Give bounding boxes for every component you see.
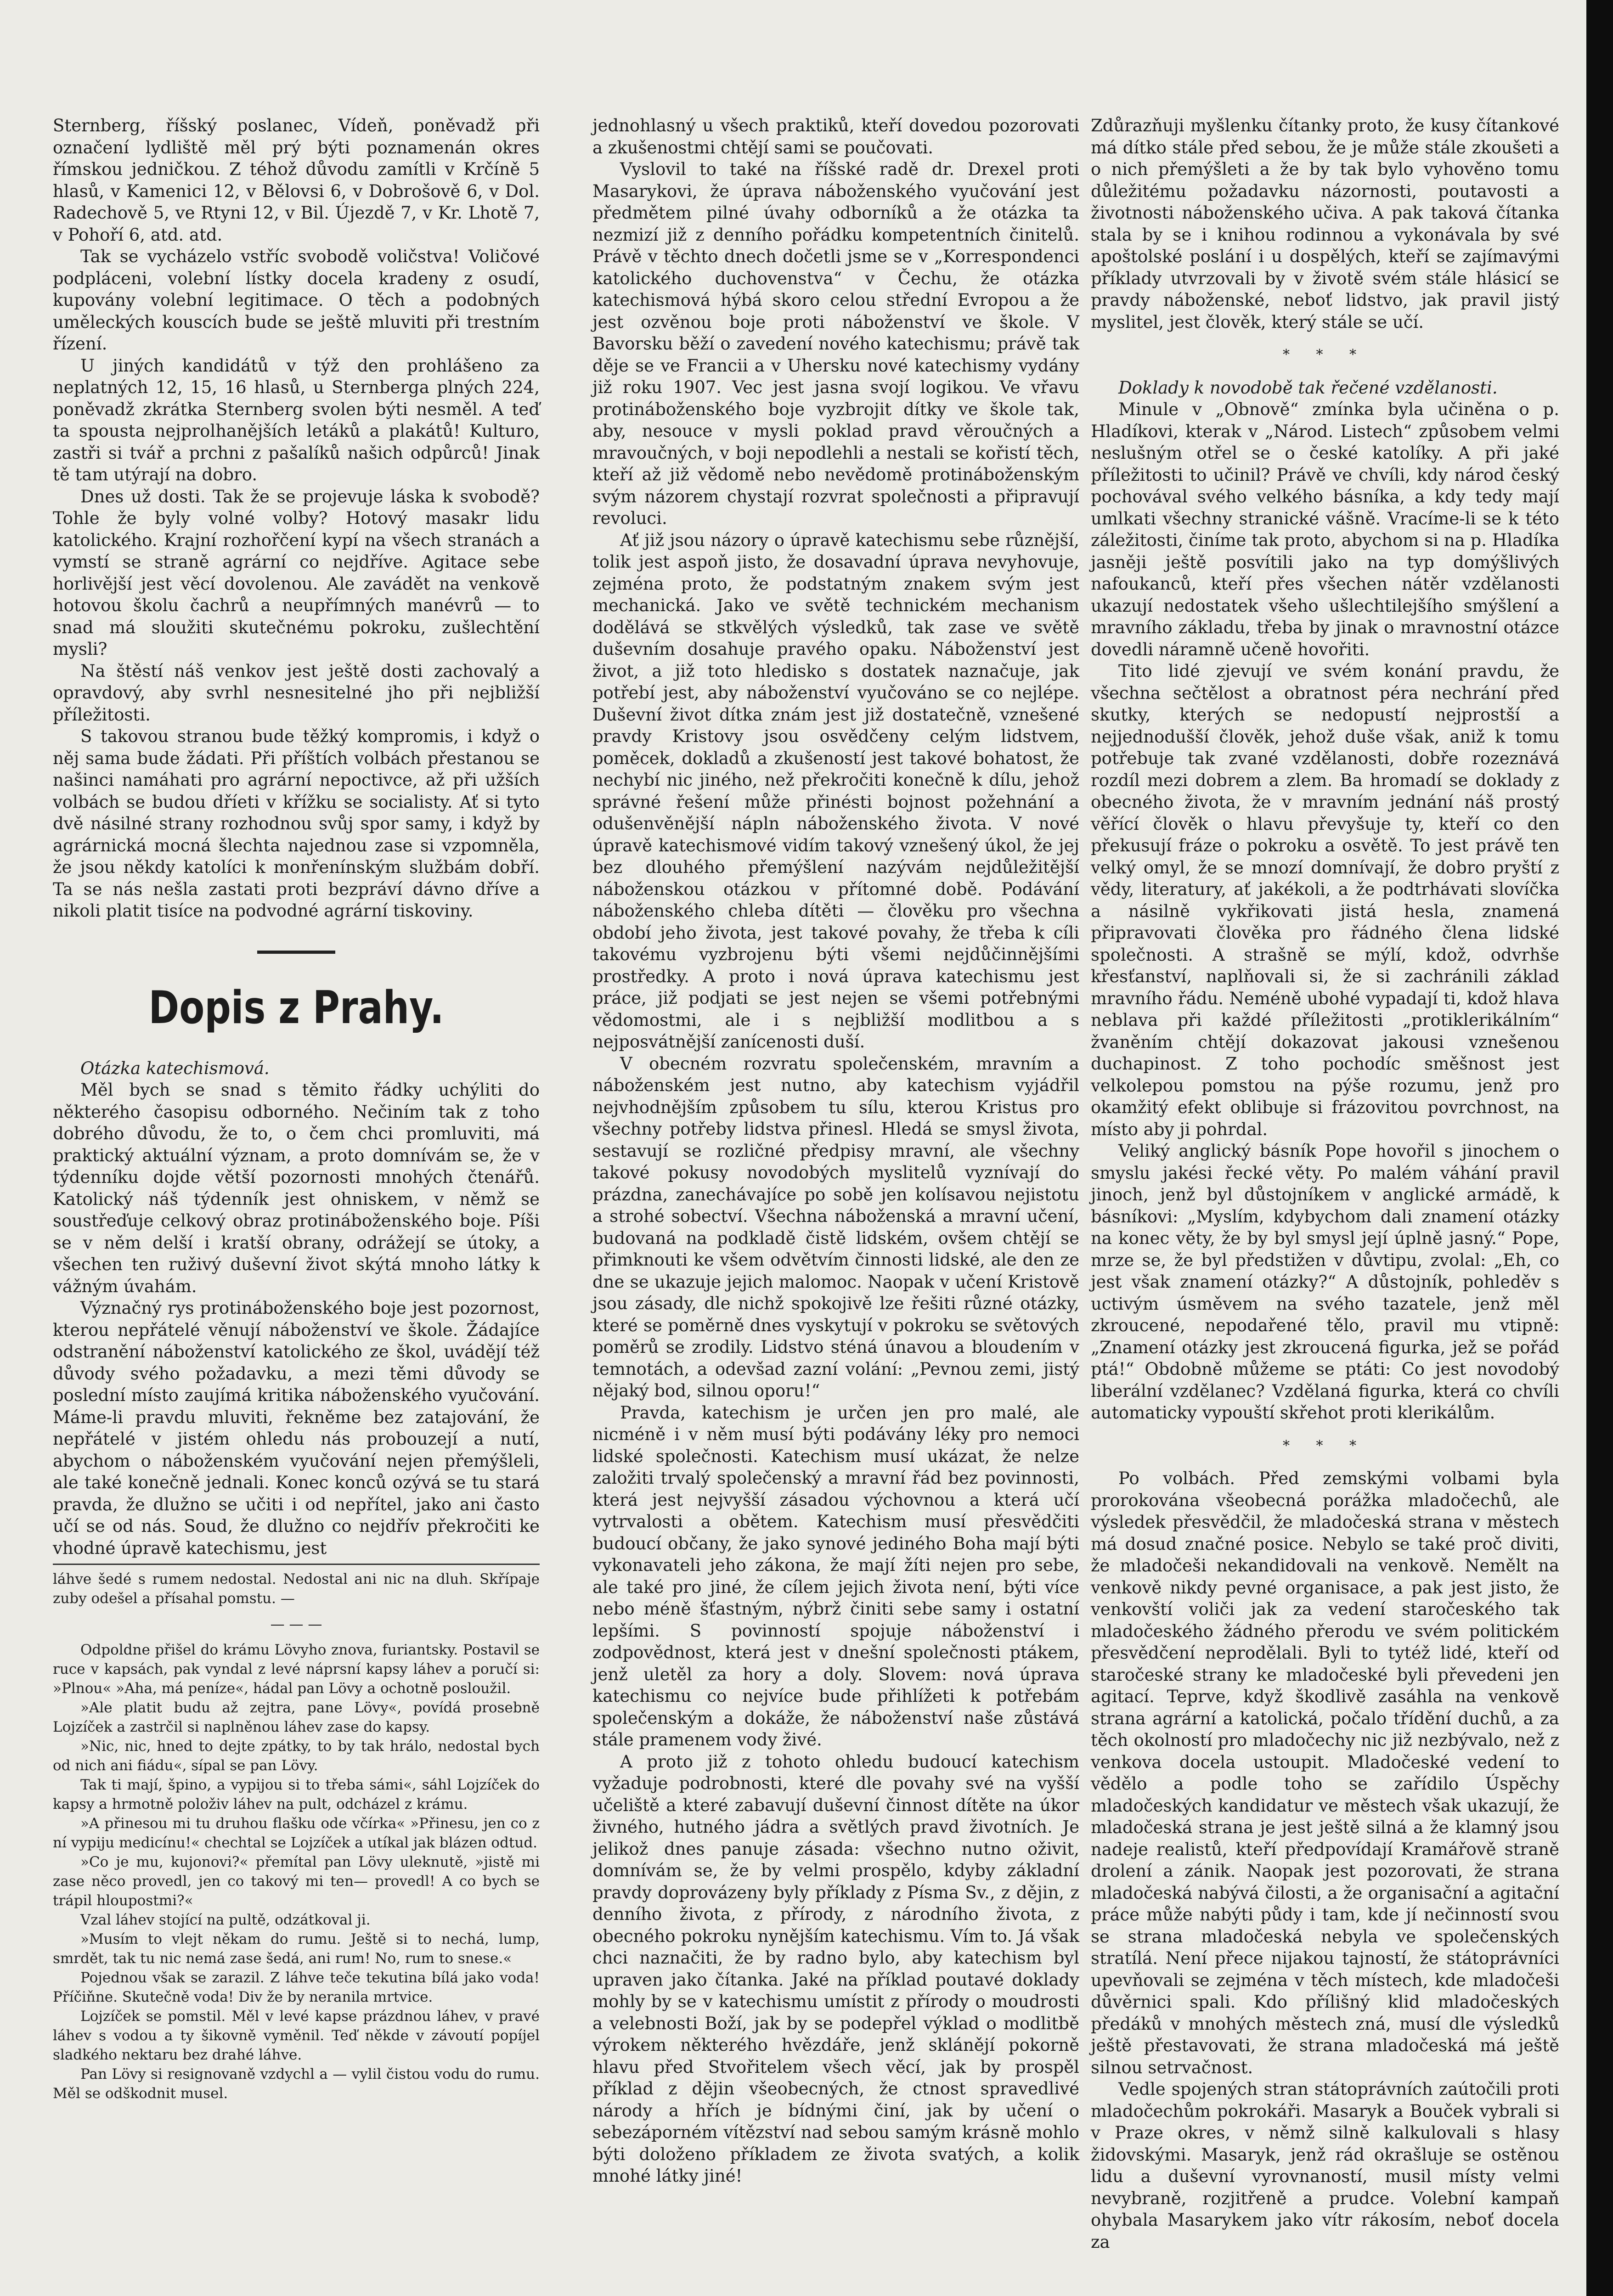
article-paragraph: Sternberg, říšský poslanec, Vídeň, poněvadž při označení lydliště měl prý býti poznamenán okres římskou jedničkou. Z téhož důvodu zamítli v Krčíně 5 hlasů, v Kamenici 12, v Bělovsi 6, v Dobrošově 6, v Dol. Radechově 5, ve Rtyni 12, v Bil. Újezdě 7, v Kr. Lhotě 7, v Pohoří 6, atd. atd. xyxy=(53,116,540,245)
article-paragraph: Minule v „Obnově“ zmínka byla učiněna o p. Hladíkovi, kterak v „Národ. Listech“ způsobem velmi neslušným otřel se o české katolíky. A při jaké příležitosti to učinil? Právě ve chvíli, kdy národ český pochovával svého velkého básníka, a kdy tedy mají umlkati všechny stranické vášně. Vracíme-li se k této záležitosti, činíme tak proto, abychom si na p. Hladíka jasněji ještě posvítili jako na typ domýšlivých nafoukanců, kteří přes všechen nátěr vzdělanosti ukazují nedostatek všeho ušlechtilejšího smýšlení a mravního základu, třeba by jinak o mravnostní otázce dovedli náramně učeně hovořiti. xyxy=(1091,400,1559,659)
scan-edge-bar xyxy=(1586,0,1613,2296)
article-paragraph: Význačný rys protináboženského boje jest pozornost, kterou nepřátelé věnují náboženství ve škole. Žádajíce odstranění náboženství katolického ze škol, uvádějí též důvody svého požadavku, a mezi těmi důvody se poslední místo zaujímá kritika náboženského vyučování. Máme-li pravdu mluviti, řekněme bez zatajování, že nepřátelé v jistém ohledu nás probouzejí a nutí, abychom o náboženském vyučování nejen přemýšleli, ale také konečně jednali. Konec konců ozývá se tu stará pravda, že dlužno se učiti i od nepřítel, jako ani často učí se od nás. Soud, že dlužno co nejdřív překročiti ke vhodné úpravě katechismu, jest xyxy=(53,1298,540,1558)
article-paragraph: Veliký anglický básník Pope hovořil s jinochem o smyslu jakési řecké věty. Po malém váhání pravil jinoch, jenž byl důstojníkem v anglické armádě, k básníkovi: „Myslím, kdybychom dali znamení otázky na konec věty, že by byl smysl její úplně jasný.“ Pope, mrze se, že byl předstižen v důvtipu, zvolal: „Eh, co jest však znamení otázky?“ A důstojník, pohleděv s uctivým úsměvem na svého tazatele, jenž měl zkroucené, nepodařené tělo, pravil mu vtipně: „Znamení otázky jest zkroucená figurka, jež se pořád ptá!“ Obdobně můžeme se ptáti: Co jest novodobý liberální vzdělanec? Vzdělaná figurka, která co chvíli automaticky vypouští skřehot proti klerikálům. xyxy=(1091,1141,1559,1423)
article-paragraph: S takovou stranou bude těžký kompromis, i když o něj sama bude žádati. Při příštích volbách přestanou se našinci namáhati pro agrární nepoctivce, až při užších volbách se budou dříeti v křížku se socialisty. Ať si tyto dvě násilné strany rozhodnou svůj spor samy, i když by agrárnická mocná šlechta najednou zase si vzpomněla, že jsou někdy katolíci k monřenínským službám dobří. Ta se nás nešla zastati proti bezpráví dávno dříve a nikoli platit tisíce na podvodné agrární tiskoviny. xyxy=(53,726,540,921)
section-stars: * * * xyxy=(1282,1437,1368,1454)
feuilleton-paragraph: »Nic, nic, hned to dejte zpátky, to by tak hrálo, nedostal bych od nich ani fiádu«, sípal se pan Lövy. xyxy=(53,1738,540,1774)
article-paragraph: jednohlasný u všech praktiků, kteří dovedou pozorovati a zkušenostmi chtějí sami se poučovati. xyxy=(592,116,1079,158)
article-paragraph: Měl bych se snad s těmito řádky uchýliti do některého časopisu odborného. Nečiním tak z toho dobrého důvodu, že to, o čem chci promluviti, má praktický aktuální význam, a proto domnívám se, že v týdenníku dojde větší pozornosti mnohých čtenářů. Katolický náš týdenník jest ohniskem, v němž se soustřeďuje celkový obraz protináboženského boje. Píši se v něm delší i kratší obrany, odrážejí se útoky, a všechen ten ruživý duševní život skýtá mnoho látky k vážným úvahám. xyxy=(53,1080,540,1296)
article-subheading: Otázka katechismová. xyxy=(80,1058,270,1078)
section-divider xyxy=(257,951,335,954)
column-1 xyxy=(53,115,540,2103)
article-paragraph: Zdůrazňuji myšlenku čítanky proto, že kusy čítankové má dítko stále před sebou, že je může stále zkoušeti a o nich přemýšleti a že by tak bylo vyhověno tomu důležitému požadavku názornosti, poutavosti a životnosti náboženského učiva. A pak taková čítanka stala by se i knihou rodinnou a vykonávala by své apoštolské poslání i u dospělých, kteří se zajímavými příklady utvrzovali by v životě svém stále hlásicí se pravdy náboženské, neboť lidstvo, jak pravil jistý myslitel, jest člověk, který stále se učí. xyxy=(1091,116,1559,332)
feuilleton-paragraph: Vzal láhev stojící na pultě, odzátkoval ji. xyxy=(80,1912,371,1928)
article-paragraph: Pravda, katechism je určen jen pro malé, ale nicméně i v něm musí býti podávány léky pro nemoci lidské společnosti. Katechism musí ukázat, že nelze založiti trvalý společenský a mravní řád bez povinnosti, která jest nejvyšší zásadou výchovnou a která učí vytrvalosti a obětem. Katechism musí přesvědčiti budoucí občany, že jako synové jediného Boha mají býti vykonavateli jeho zákona, že mají žíti nejen pro sebe, ale také pro jiné, že cílem jejich života není, býti více nebo méně šťastným, nýbrž činiti sebe samy i ostatní lepšími. S povinností spojuje náboženství i zodpovědnost, která jest v dnešní společnosti ptákem, jenž uletěl za hory a doly. Slovem: nová úprava katechismu co nejvíce bude přihlížeti k potřebám společenským a dokáže, že náboženství naše zůstává stále pramenem vody živé. xyxy=(592,1402,1079,1750)
feuilleton-paragraph: »Musím to vlejt někam do rumu. Ještě si to nechá, lump, smrdět, tak tu nic nemá zase šedá, ani rum! No, rum to snese.« xyxy=(53,1931,540,1967)
article-headline: Dopis z Prahy. xyxy=(148,981,444,1034)
article-paragraph: Dnes už dosti. Tak že se projevuje láska k svobodě? Tohle že byly volné volby? Hotový masakr lidu katolického. Krajní rozhořčení kypí na všech stranách a vymstí se straně agrární co nejdříve. Agitace sebe horlivější jest věcí dovolenou. Ale zavádět na venkově hotovou školu čachrů a neupřímných manévrů — to snad má sloužiti skutečnému pokroku, zušlechtění mysli? xyxy=(53,486,540,659)
article-paragraph: V obecném rozvratu společenském, mravním a náboženském jest nutno, aby katechism vyjádřil nejvhodnějším způsobem tu sílu, kterou Kristus pro všechny potřeby lidstva přinesl. Hledá se smysl života, sestavují se rozličné předpisy mravní, ale všechny takové pokusy novodobých myslitelů vyznívají do prázdna, zanechávajíce po sobě jen kolísavou nejistotu a strohé sobectví. Všechna náboženská a mravní učení, budovaná na podkladě čistě lidském, ovšem chtějí se přimknouti ke všem odvětvím činnosti lidské, ale den ze dne se ukazuje jejich malomoc. Naopak v učení Kristově jsou zásady, dle nichž spokojivě lze řešiti různé otázky, které se poměrně dnes vyskytují v pokroku se světových poměrů se zrodily. Lidstvo sténá únavou a bloudením v temnotách, a odevšad zazní volání: „Pevnou zemi, jistý nějaký bod, silnou oporu!“ xyxy=(592,1053,1079,1401)
feuilleton-paragraph: láhve šedé s rumem nedostal. Nedostal ani nic na dluh. Skřípaje zuby odešel a přísahal pomstu. — xyxy=(53,1571,540,1607)
feuilleton-paragraph: »A přinesou mi tu druhou flašku ode včírka« »Přinesu, jen co z ní vypiju medicínu!« chechtal se Lojzíček a utíkal jak blázen odtud. xyxy=(53,1815,540,1851)
section-stars: * * * xyxy=(1282,347,1368,363)
dash-separator: — — — xyxy=(270,1616,322,1632)
article-paragraph: Vyslovil to také na říšské radě dr. Drexel proti Masarykovi, že úprava náboženského vyučování jest předmětem pilné úvahy odborníků a že otázka ta nezmizí již z denního pořádku kompetentních činitelů. Právě v těchto dnech dočetli jsme se v „Korrespondenci katolického duchovenstva“ v Čechu, že otázka katechismová hýbá skoro celou střední Evropou a že jest ozvěnou boje proti náboženství ve škole. V Bavorsku běží o zavedení nového katechismu; právě tak děje se ve Francii a v Uhersku nové katechismy vydány již roku 1907. Vec jest jasna svojí logikou. Ve vřavu protináboženského boje vyzbrojit dítky ve škole tak, aby, nesouce v mysli poklad pravd věroučných a mravoučných, v boji nepodlehli a nestali se kořistí těch, kteří až již vědomě nebo nevědomě protináboženským svým názorem chystají rozvrat společnosti a připravují revoluci. xyxy=(592,159,1079,528)
article-paragraph: Tito lidé zjevují ve svém konání pravdu, že všechna sečtělost a obratnost péra nechrání před skutky, kterých se nedopustí nejprostší a nejjednodušší člověk, jehož duše však, aniž k tomu potřebuje tak zvané vzdělanosti, dobře rozeznává rozdíl mezi dobrem a zlem. Ba hromadí se doklady z obecného života, že v mravním jednání náš prostý věřící člověk o hlavu převyšuje ty, kteří co den překusují fráze o pokroku a osvětě. To jest právě ten velký omyl, že se mnozí domnívají, že dobro pryští z vědy, literatury, ať jakékoli, a že podtrhávati slovíčka a násilně vykřikovati jistá hesla, znamená připravovati člověka pro řádného člena lidské společnosti. A strašně se mýlí, kdož, odvrhše křesťanství, naplňovali si, že si zachránili základ mravního řádu. Neméně ubohé vypadají ti, kdož hlava neblava při každé příležitosti „protiklerikálním“ žvaněním chtějí dokazovat jakousi vznešenou duchapinost. Z toho pochodíc směšnost jest velkolepou pomstou na pýše rozumu, jenž pro okamžitý efekt oblibuje si frázovitou povrchnost, na místo aby ji pohrdal. xyxy=(1091,661,1559,1139)
article-paragraph: Po volbách. Před zemskými volbami byla prorokována všeobecná porážka mladočechů, ale výsledek přesvědčil, že mladočeská strana v městech má dosud značné posice. Nebylo se také proč diviti, že mladočeši nekandidovali na venkově. Nemělt na venkově nikdy pevné organisace, a pak jest jisto, že venkovští voliči jak za vedení staročeského tak mladočeského žádného přerodu ve svém politickém přesvědčení neprodělali. Byli to tytéž lidé, kteří od staročeské strany ke mladočeské byli převedeni jen agitací. Teprve, když škodlivě zasáhla na venkově strana agrární a katolická, počalo třídění duchů, a za těch okolností pro mladočechy nic již nezbývalo, než z venkova docela ustoupit. Mladočeské vedení to vědělo a podle toho se zařídilo Úspěchy mladočeských kandidatur ve městech však ukazují, že mladočeská strana je jest ještě silná a že klamný jsou nadeje realistů, kteří předpovídají Kramářově straně drolení a zánik. Naopak jest pozorovati, že strana mladočeská nabývá čilosti, a že organisační a agitační práce může nabýti půdy i tam, kde jí nečinností svou se strana mladočeská nebyla ve společenských stratílá. Není přece nijakou tajností, že státoprávníci upevňovali se zejména v těch místech, kde mladočeši důvěrnici spali. Kdo přílišný klid mladočeských předáků v mnohých městech zná, musí dle výsledků ještě přestavovati, že strana mladočeská má ještě silnou setrvačnost. xyxy=(1091,1469,1559,2077)
feuilleton-paragraph: »Co je mu, kujonovi?« přemítal pan Lövy uleknutě, »jistě mi zase něco provedl, jen co takový mi ten— provedl! A co bych se trápil hloupostmi?« xyxy=(53,1854,540,1909)
feuilleton xyxy=(53,1570,540,2103)
feuilleton-paragraph: Odpoldne přišel do krámu Lövyho znova, furiantsky. Postavil se ruce v kapsách, pak vyndal z levé náprsní kapsy láhev a poručí si: »Plnou« »Aha, má peníze«, hádal pan Lövy a ochotně posloužil. xyxy=(53,1642,540,1697)
column-3 xyxy=(1091,115,1559,2253)
article-paragraph: Ať již jsou názory o úpravě katechismu sebe různější, tolik jest aspoň jisto, že dosavadní úprava nevyhovuje, zejména proto, že podstatným znakem svým jest mechanická. Jako ve světě technickém mechanism dodělává se stkvělých výsledků, tak zase ve světě duševním dosahuje pravého opaku. Náboženství jest život, a již toto hledisko s dostatek naznačuje, jak potřebí jest, aby náboženství vyučováno se co nejlépe. Duševní život dítka znám jest již dostatečně, vznešené pravdy Kristovy jsou osvědčeny celým lidstvem, poměcek, dokladů a zkušeností jest takové bohatost, že nechybí nic jiného, než překročiti konečně k dílu, jehož správné řešení může přinésti bojnost požehnání a odušenvěnější nápln náboženského života. V nové úpravě katechismové vidím takový vznešený úkol, že jej bez dlouhého přemýšlení nazývám nejdůležitější náboženskou otázkou v přítomné době. Podávání náboženského chleba dítěti — člověku pro všechna období jeho života, jest takové povahy, že třeba k cíli takovému vyzbrojenu býti všemi nejdůčinnějšími prostředky. A proto i nová úprava katechismu jest práce, již podjati se jest nejen se všemi potřebnými vědomostmi, ale i s nejbližší modlitbou a s nejposvátnější zanícenosti duší. xyxy=(592,530,1079,1052)
feuilleton-paragraph: Pojednou však se zarazil. Z láhve teče tekutina bílá jako voda! Příčiňne. Skutečně voda! Div že by neranila mrtvice. xyxy=(53,1970,540,2005)
feuilleton-paragraph: Tak ti mají, špino, a vypijou si to třeba sámi«, sáhl Lojzíček do kapsy a hrmotně položiv láhev na pult, odcházel z krámu. xyxy=(53,1777,540,1812)
feuilleton-divider xyxy=(53,1564,540,1565)
feuilleton-paragraph: Pan Lövy si resignovaně vzdychl a — vylil čistou vodu do rumu. Měl se odškodnit musel. xyxy=(53,2066,540,2102)
article-subheading: Doklady k novodobě tak řečené vzdělanosti. xyxy=(1118,377,1498,398)
feuilleton-paragraph: Lojzíček se pomstil. Měl v levé kapse prázdnou láhev, v pravé láhev s vodou a ty šikovně vyměnil. Teď někde v závoutí popíjel sladkého nektaru bez drahé láhve. xyxy=(53,2008,540,2063)
feuilleton-paragraph: »Ale platit budu až zejtra, pane Lövy«, povídá prosebně Lojzíček a zastrčil si naplněnou láhev zase do kapsy. xyxy=(53,1699,540,1735)
article-paragraph: U jiných kandidátů v týž den prohlášeno za neplatných 12, 15, 16 hlasů, u Sternberga plných 224, poněvadž zkrátka Sternberg svolen býti nesměl. A teď ta spousta nejprolhanějších letáků a plakátů! Kulturo, zastři si tvář a prchni z pašalíků našich odpůrců! Jinak tě tam utýrají na dobro. xyxy=(53,355,540,484)
article-paragraph: Na štěstí náš venkov jest ještě dosti zachovalý a opravdový, aby svrhl nesnesitelné jho při nejbližší příležitosti. xyxy=(53,661,540,725)
column-2 xyxy=(592,115,1079,2187)
article-paragraph: Vedle spojených stran státoprávních zaútočili proti mladočechům pokrokáři. Masaryk a Bouček vybrali si v Praze okres, v němž silně kalkulovali s hlasy židovskými. Masaryk, jenž rád okrašluje se ostěnou lidu a duševní vyrovnaností, musil místy velmi nevybraně, rozjitřeně a prudce. Volební kampaň ohybala Masarykem jako vítr rákosím, neboť docela za xyxy=(1091,2079,1559,2252)
article-paragraph: Tak se vycházelo vstříc svobodě voličstva! Voličové podpláceni, volební lístky docela kradeny z osudí, kupovány volební legitimace. O těch a podobných uměleckých kouscích bude se ještě mluviti při trestním řízení. xyxy=(53,247,540,354)
article-paragraph: A proto již z tohoto ohledu budoucí katechism vyžaduje podrobnosti, které dle povahy své na vyšší učeliště a které zabavují duševní činnost dítěte na úkor živného, hutného jádra a světlých pravd životních. Je jelikož dnes panuje zásada: všechno nutno oživit, domnívám se, že by velmi prospělo, kdyby základní pravdy doprovázeny byly příklady z Písma Sv., z dějin, z denního života, z přírody, z národního života, z obecného pokroku nynějším katechismu. Vím to. Já však chci naznačiti, že by radno bylo, aby katechism byl upraven jako čítanka. Jaké na příklad poutavé doklady mohly by se v katechismu umístit z přírody o moudrosti a velebnosti Boží, jak by se podepřel výklad o modlitbě výrokem některého hvězdáře, jenž sklánějí pokorně hlavu před Stvořitelem všech věcí, jak by prospěl příklad z dějin všeobecných, že ctnost spravedlivé národy a hřích je bídnými činí, jak by učení o sebezáporném vítězství nad sebou samým krásně mohlo býti doloženo příkladem ze života svatých, a kolik mnohé látky jiné! xyxy=(592,1751,1079,2186)
